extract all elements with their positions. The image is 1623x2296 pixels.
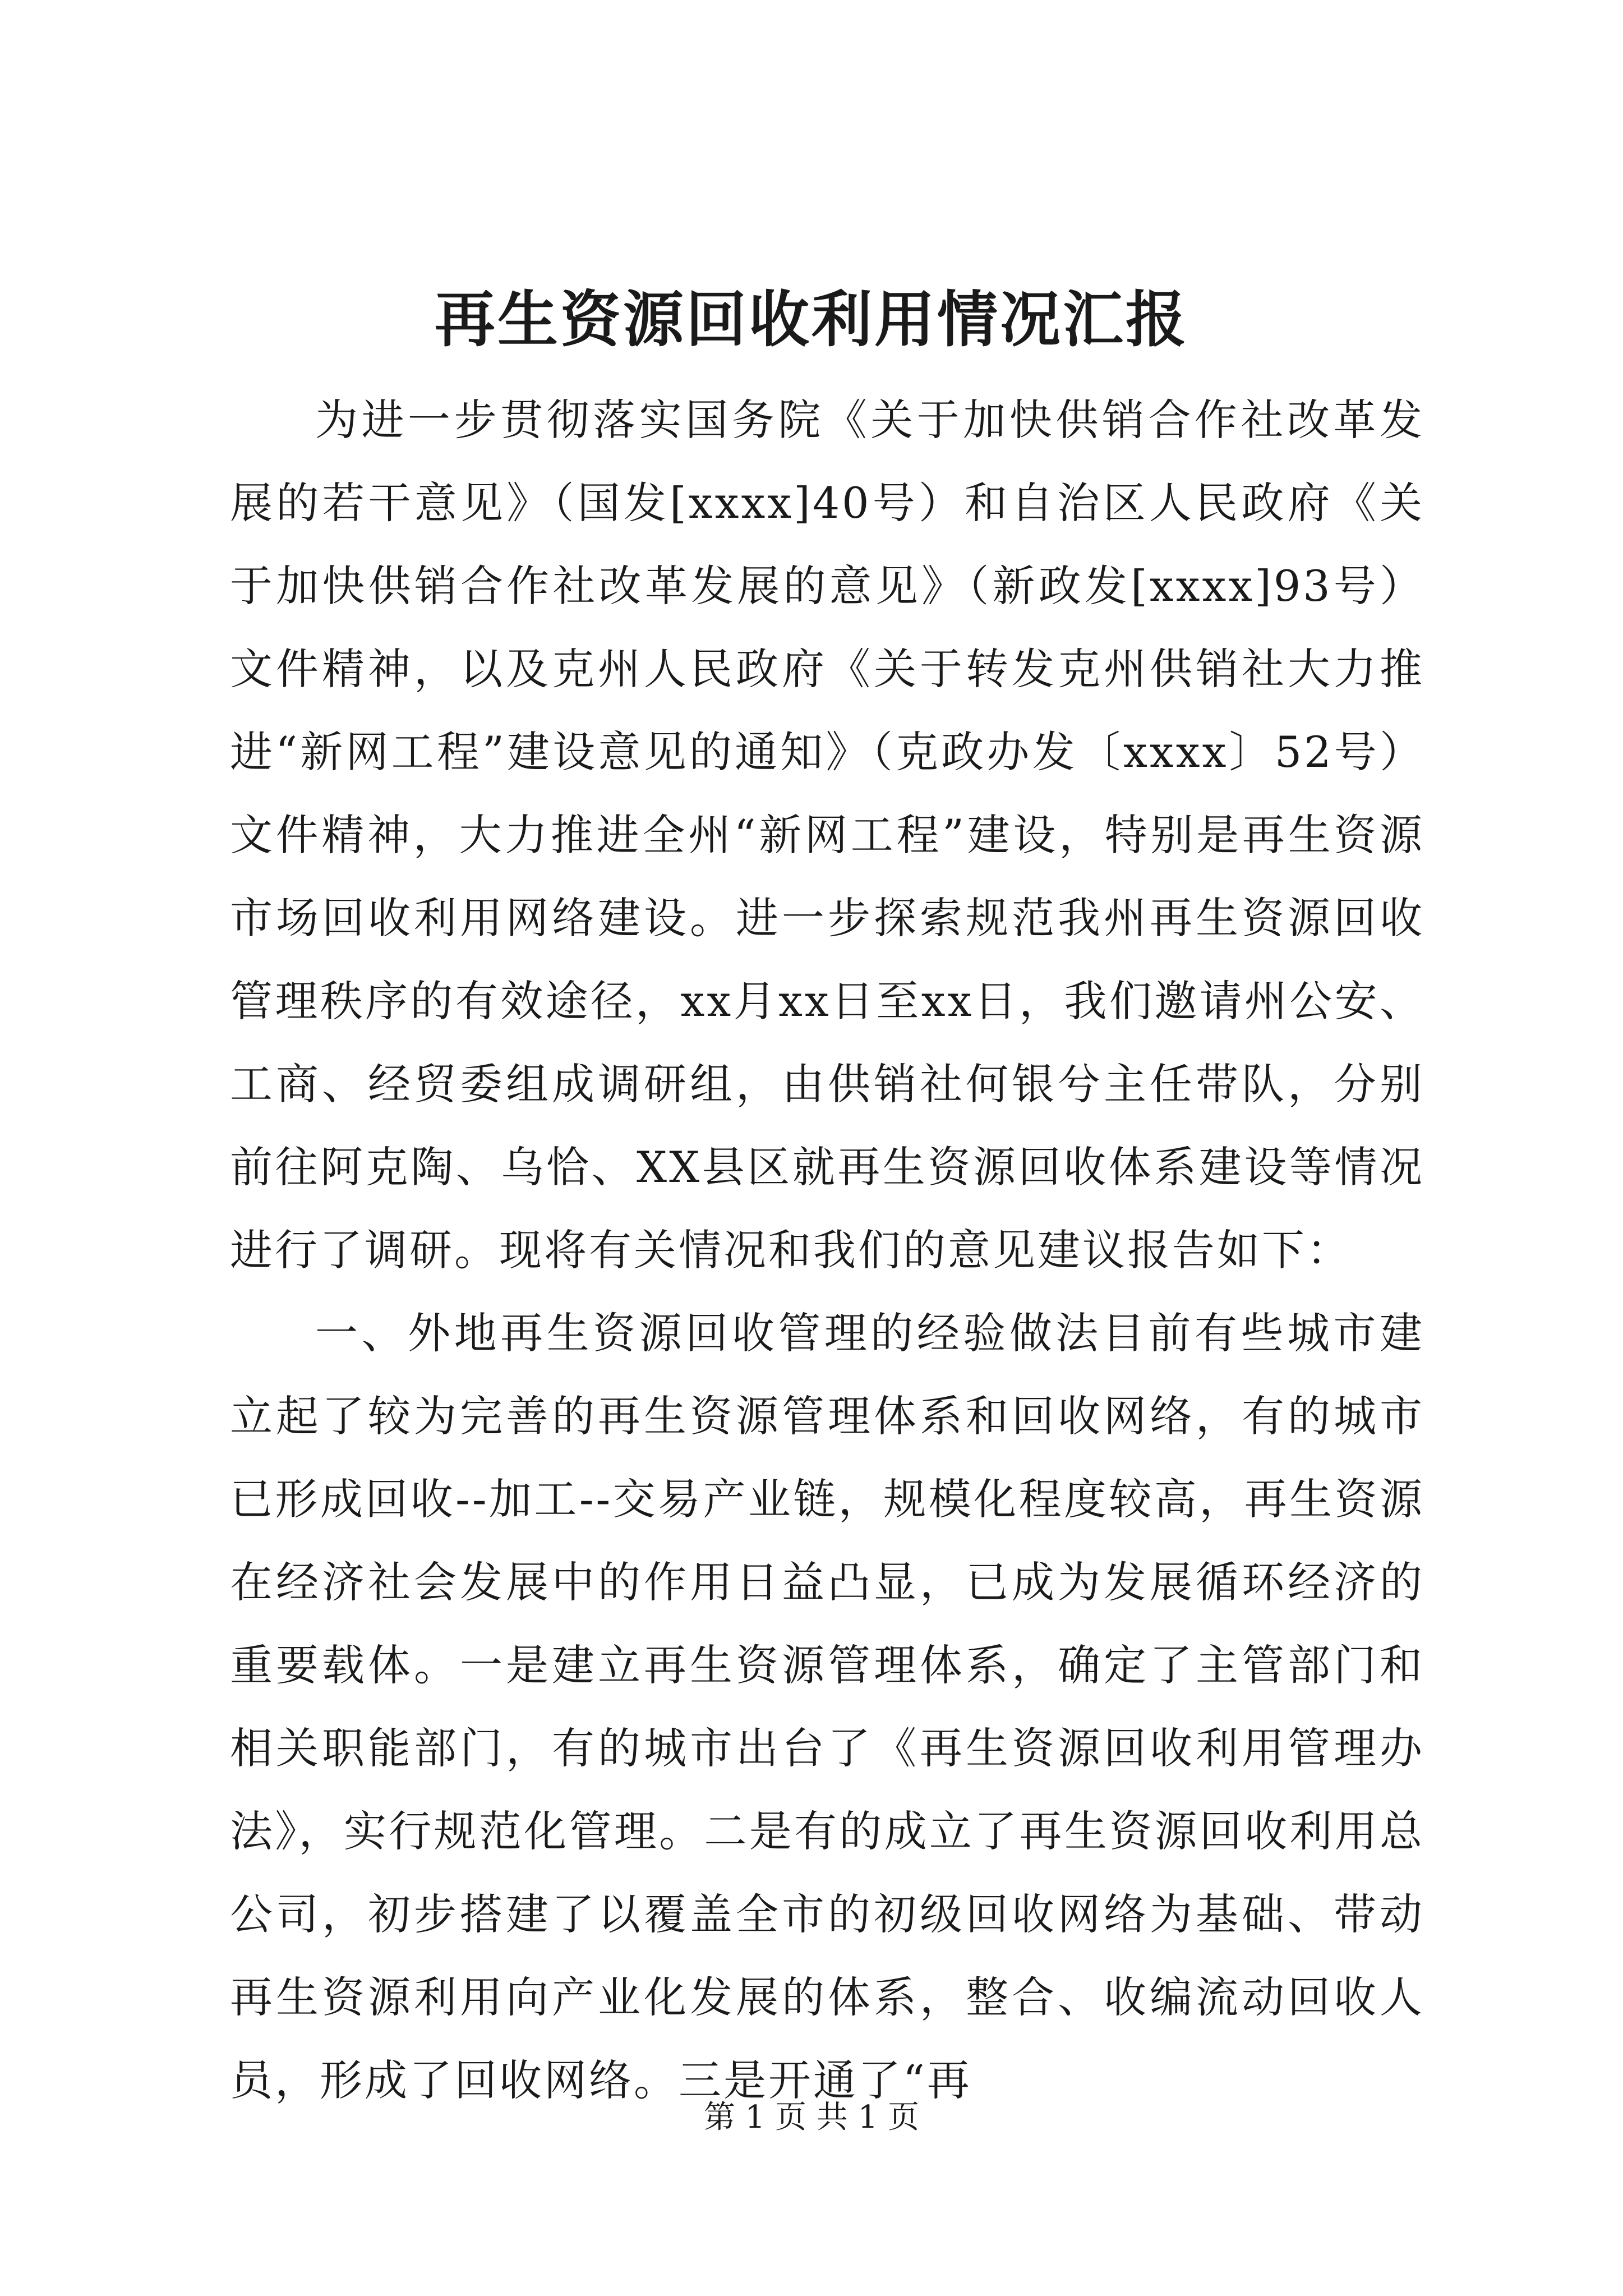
document-body [230,379,1424,2122]
document-title: 再生资源回收利用情况汇报 [434,284,1188,355]
page-footer: 第 1 页 共 1 页 [703,2099,920,2136]
paragraph-intro: 为进一步贯彻落实国务院《关于加快供销合作社改革发展的若干意见》（国发[xxxx]40号）和自治区人民政府《关于加快供销合作社改革发展的意见》（新政发[xxxx]93号）文件精神，以及克州人民政府《关于转发克州供销社大力推进“新网工程”建设意见的通知》（克政办发〔xxxx〕52号）文件精神，大力推进全州“新网工程”建设，特别是再生资源市场回收利用网络建设。进一步探索规范我州再生资源回收管理秩序的有效途径，xx月xx日至xx日，我们邀请州公安、工商、经贸委组成调研组，由供销社何银兮主任带队，分别前往阿克陶、乌恰、XX县区就再生资源回收体系建设等情况进行了调研。现将有关情况和我们的意见建议报告如下： [230,395,1424,1275]
paragraph-section-one: 一、外地再生资源回收管理的经验做法目前有些城市建立起了较为完善的再生资源管理体系和回收网络，有的城市已形成回收--加工--交易产业链，规模化程度较高，再生资源在经济社会发展中的作用日益凸显，已成为发展循环经济的重要载体。一是建立再生资源管理体系，确定了主管部门和相关职能部门，有的城市出台了《再生资源回收利用管理办法》，实行规范化管理。二是有的成立了再生资源回收利用总公司，初步搭建了以覆盖全市的初级回收网络为基础、带动再生资源利用向产业化发展的体系，整合、收编流动回收人员，形成了回收网络。三是开通了“再 [230,1308,1424,2105]
